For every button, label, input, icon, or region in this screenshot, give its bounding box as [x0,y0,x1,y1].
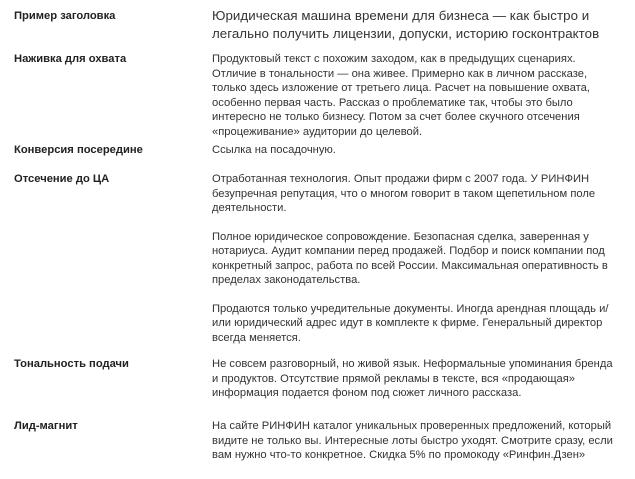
headline-example-text: Юридическая машина времени для бизнеса — как быстро и легально получить лицензии, допуски, историю госконтрактов [212,8,600,41]
table-row-reach-bait [0,48,635,139]
row-content [198,172,621,352]
row-content [198,48,621,139]
table-row-audience-filter [0,172,635,352]
row-paragraph: На сайте РИНФИН каталог уникальных проверенных предложений, который видите не только вы. Интересные лоты быстро уходят. Смотрите сразу, если вам нужно что-то конкретное. Скидка 5% по промокоду «Ринфин.Дзен» [212,420,613,461]
row-paragraph: Отработанная технология. Опыт продажи фирм с 2007 года. У РИНФИН безупречная репутация, что о многом говорит в таком щепетильном поле деятельности. [212,173,596,214]
row-label: Наживка для охвата [14,53,127,65]
row-label: Пример заголовка [14,10,116,22]
row-paragraph: Ссылка на посадочную. [212,144,336,156]
row-label: Отсечение до ЦА [14,173,110,185]
row-label: Лид-магнит [14,420,78,432]
row-label: Конверсия посередине [14,144,143,156]
row-content [198,143,621,172]
row-content [198,419,621,479]
row-content [198,7,621,48]
table-row-tone [0,352,635,414]
row-paragraph: Не совсем разговорный, но живой язык. Неформальные упоминания бренда и продуктов. Отсутствие прямой рекламы в тексте, вся «продающая» информация подается фоном под сюжет личного рассказа. [212,358,613,399]
row-content [198,357,621,414]
table-row-lead-magnet [0,414,635,479]
row-paragraph: Продаются только учредительные документы. Иногда арендная площадь и/или юридический адрес идут в комплекте к фирме. Генеральный директор всегда меняется. [212,302,609,344]
table-row-mid-conversion [0,139,635,172]
row-paragraph: Продуктовый текст с похожим заходом, как в предыдущих сценариях. Отличие в тональности — она живее. Примерно как в личном рассказе, только здесь изложение от третьего лица. Расчет на повышение охвата, особенно первая часть. Рассказ о проблематике так, чтобы это было интересно не только бизнесу. Потом за счет более скучного отсечения «процеживание» аудитории до целевой. [212,53,590,138]
table-row-headline-example [0,0,635,48]
row-paragraph: Полное юридическое сопровождение. Безопасная сделка, заверенная у нотариуса. Аудит компании перед продажей. Подбор и поиск компании под конкретный запрос, работа по всей России. Максимальная оперативность в пределах законодательства. [212,230,608,286]
row-label: Тональность подачи [14,358,129,370]
